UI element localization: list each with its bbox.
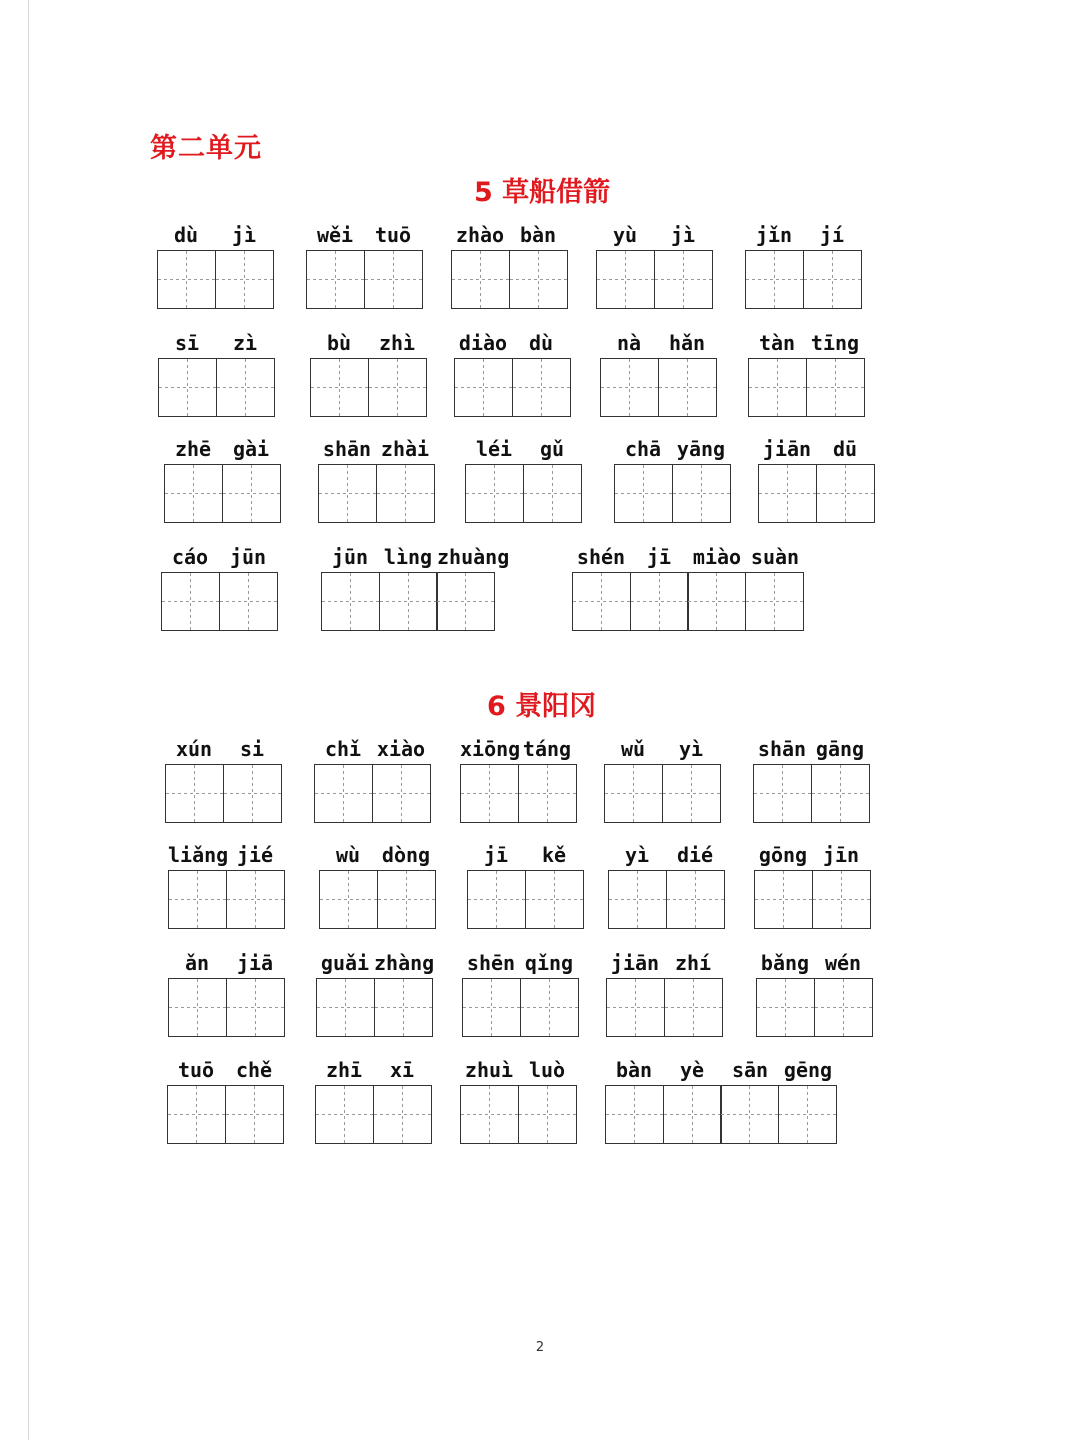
pinyin-row bbox=[318, 434, 434, 464]
word-item bbox=[460, 1055, 576, 1144]
pinyin-syllable: dòng bbox=[381, 843, 431, 867]
writing-cell[interactable] bbox=[451, 250, 510, 309]
writing-cell[interactable] bbox=[314, 764, 373, 823]
pinyin-syllable: si bbox=[239, 737, 265, 761]
pinyin-syllable: jiān bbox=[762, 437, 812, 461]
pinyin-row bbox=[454, 328, 570, 358]
tianzige-boxes bbox=[600, 358, 716, 417]
writing-cell[interactable] bbox=[666, 870, 725, 929]
pinyin-row bbox=[753, 734, 869, 764]
word-item bbox=[306, 220, 422, 309]
writing-cell[interactable] bbox=[465, 464, 524, 523]
word-item bbox=[754, 840, 870, 929]
pinyin-row bbox=[462, 948, 578, 978]
pinyin-row bbox=[460, 734, 576, 764]
pinyin-row bbox=[310, 328, 426, 358]
word-item bbox=[161, 542, 277, 631]
pinyin-syllable: gōng bbox=[758, 843, 808, 867]
writing-cell[interactable] bbox=[376, 464, 435, 523]
pinyin-row bbox=[168, 840, 284, 870]
pinyin-syllable: dié bbox=[676, 843, 714, 867]
word-item bbox=[572, 542, 804, 631]
writing-cell[interactable] bbox=[223, 764, 282, 823]
writing-cell[interactable] bbox=[379, 572, 438, 631]
pinyin-syllable: táng bbox=[522, 737, 572, 761]
tianzige-boxes bbox=[157, 250, 273, 309]
pinyin-syllable: jǐn bbox=[755, 223, 793, 247]
writing-cell[interactable] bbox=[316, 978, 375, 1037]
word-item bbox=[608, 840, 724, 929]
writing-cell[interactable] bbox=[306, 250, 365, 309]
pinyin-syllable: shēn bbox=[466, 951, 516, 975]
writing-cell[interactable] bbox=[462, 978, 521, 1037]
tianzige-boxes bbox=[319, 870, 435, 929]
pinyin-syllable: bù bbox=[326, 331, 352, 355]
pinyin-syllable: zhì bbox=[378, 331, 416, 355]
tianzige-boxes bbox=[318, 464, 434, 523]
writing-cell[interactable] bbox=[778, 1085, 837, 1144]
word-item bbox=[314, 734, 430, 823]
pinyin-syllable: xún bbox=[175, 737, 213, 761]
writing-cell[interactable] bbox=[606, 978, 665, 1037]
pinyin-syllable: suàn bbox=[750, 545, 800, 569]
writing-cell[interactable] bbox=[168, 870, 227, 929]
tianzige-boxes bbox=[168, 870, 284, 929]
pinyin-row bbox=[745, 220, 861, 250]
tianzige-boxes bbox=[460, 1085, 576, 1144]
tianzige-boxes bbox=[306, 250, 422, 309]
tianzige-boxes bbox=[161, 572, 277, 631]
writing-cell[interactable] bbox=[157, 250, 216, 309]
pinyin-syllable: wǔ bbox=[620, 737, 646, 761]
pinyin-row bbox=[164, 434, 280, 464]
word-item bbox=[596, 220, 712, 309]
word-item bbox=[168, 948, 284, 1037]
word-item bbox=[600, 328, 716, 417]
tianzige-boxes bbox=[572, 572, 804, 631]
pinyin-row bbox=[614, 434, 730, 464]
tianzige-boxes bbox=[605, 1085, 837, 1144]
word-item bbox=[462, 948, 578, 1037]
pinyin-row bbox=[167, 1055, 283, 1085]
writing-cell[interactable] bbox=[460, 1085, 519, 1144]
pinyin-syllable: zhài bbox=[380, 437, 430, 461]
writing-cell[interactable] bbox=[319, 870, 378, 929]
word-item bbox=[614, 434, 730, 523]
pinyin-syllable: zhào bbox=[455, 223, 505, 247]
pinyin-row bbox=[465, 434, 581, 464]
pinyin-row bbox=[314, 734, 430, 764]
writing-cell[interactable] bbox=[525, 870, 584, 929]
pinyin-syllable: sān bbox=[731, 1058, 769, 1082]
pinyin-row bbox=[604, 734, 720, 764]
tianzige-boxes bbox=[460, 764, 576, 823]
writing-cell[interactable] bbox=[158, 358, 217, 417]
tianzige-boxes bbox=[604, 764, 720, 823]
word-item bbox=[604, 734, 720, 823]
writing-cell[interactable] bbox=[518, 1085, 577, 1144]
word-item bbox=[758, 434, 874, 523]
writing-cell[interactable] bbox=[321, 572, 380, 631]
writing-cell[interactable] bbox=[374, 978, 433, 1037]
writing-cell[interactable] bbox=[318, 464, 377, 523]
pinyin-syllable: zhē bbox=[174, 437, 212, 461]
writing-cell[interactable] bbox=[460, 764, 519, 823]
page-number: 2 bbox=[535, 1340, 545, 1355]
writing-cell[interactable] bbox=[216, 358, 275, 417]
pinyin-syllable: chǐ bbox=[324, 737, 362, 761]
pinyin-syllable: qǐng bbox=[524, 951, 574, 975]
word-item bbox=[165, 734, 281, 823]
pinyin-syllable: wù bbox=[335, 843, 361, 867]
pinyin-row bbox=[596, 220, 712, 250]
writing-cell[interactable] bbox=[720, 1085, 779, 1144]
writing-cell[interactable] bbox=[168, 978, 227, 1037]
pinyin-syllable: yè bbox=[679, 1058, 705, 1082]
writing-cell[interactable] bbox=[806, 358, 865, 417]
tianzige-boxes bbox=[451, 250, 567, 309]
writing-cell[interactable] bbox=[523, 464, 582, 523]
pinyin-syllable: zhí bbox=[674, 951, 712, 975]
pinyin-syllable: liǎng bbox=[168, 843, 229, 867]
writing-cell[interactable] bbox=[226, 978, 285, 1037]
pinyin-syllable: nà bbox=[616, 331, 642, 355]
pinyin-syllable: jī bbox=[483, 843, 509, 867]
writing-cell[interactable] bbox=[811, 764, 870, 823]
writing-cell[interactable] bbox=[754, 870, 813, 929]
pinyin-syllable: luò bbox=[528, 1058, 566, 1082]
writing-cell[interactable] bbox=[605, 1085, 664, 1144]
pinyin-syllable: tīng bbox=[810, 331, 860, 355]
pinyin-syllable: diào bbox=[458, 331, 508, 355]
pinyin-row bbox=[754, 840, 870, 870]
word-item bbox=[753, 734, 869, 823]
writing-cell[interactable] bbox=[604, 764, 663, 823]
pinyin-row bbox=[168, 948, 284, 978]
tianzige-boxes bbox=[745, 250, 861, 309]
writing-cell[interactable] bbox=[512, 358, 571, 417]
word-item bbox=[605, 1055, 837, 1144]
pinyin-syllable: chě bbox=[235, 1058, 273, 1082]
writing-cell[interactable] bbox=[745, 572, 804, 631]
pinyin-syllable: jūn bbox=[331, 545, 369, 569]
pinyin-row bbox=[306, 220, 422, 250]
writing-cell[interactable] bbox=[664, 978, 723, 1037]
pinyin-syllable: bàn bbox=[519, 223, 557, 247]
pinyin-syllable: gài bbox=[232, 437, 270, 461]
pinyin-syllable: dù bbox=[173, 223, 199, 247]
word-item bbox=[167, 1055, 283, 1144]
writing-cell[interactable] bbox=[658, 358, 717, 417]
tianzige-boxes bbox=[314, 764, 430, 823]
pinyin-row bbox=[161, 542, 277, 572]
word-item bbox=[319, 840, 435, 929]
pinyin-row bbox=[158, 328, 274, 358]
writing-cell[interactable] bbox=[161, 572, 220, 631]
writing-cell[interactable] bbox=[518, 764, 577, 823]
writing-cell[interactable] bbox=[812, 870, 871, 929]
tianzige-boxes bbox=[614, 464, 730, 523]
writing-cell[interactable] bbox=[663, 1085, 722, 1144]
tianzige-boxes bbox=[315, 1085, 431, 1144]
tianzige-boxes bbox=[158, 358, 274, 417]
word-item bbox=[756, 948, 872, 1037]
word-item bbox=[310, 328, 426, 417]
pinyin-syllable: zhuì bbox=[464, 1058, 514, 1082]
writing-cell[interactable] bbox=[377, 870, 436, 929]
tianzige-boxes bbox=[756, 978, 872, 1037]
pinyin-syllable: jì bbox=[231, 223, 257, 247]
pinyin-row bbox=[319, 840, 435, 870]
pinyin-syllable: xī bbox=[389, 1058, 415, 1082]
writing-cell[interactable] bbox=[630, 572, 689, 631]
writing-cell[interactable] bbox=[215, 250, 274, 309]
tianzige-boxes bbox=[167, 1085, 283, 1144]
pinyin-row bbox=[748, 328, 864, 358]
writing-cell[interactable] bbox=[310, 358, 369, 417]
pinyin-syllable: zhuàng bbox=[437, 545, 510, 569]
lesson-title: 6 景阳冈 bbox=[487, 691, 597, 722]
tianzige-boxes bbox=[748, 358, 864, 417]
writing-cell[interactable] bbox=[520, 978, 579, 1037]
word-item bbox=[465, 434, 581, 523]
word-item bbox=[748, 328, 864, 417]
writing-cell[interactable] bbox=[219, 572, 278, 631]
writing-cell[interactable] bbox=[654, 250, 713, 309]
pinyin-syllable: miào bbox=[692, 545, 742, 569]
pinyin-syllable: yù bbox=[612, 223, 638, 247]
pinyin-syllable: bǎng bbox=[760, 951, 810, 975]
pinyin-syllable: dū bbox=[832, 437, 858, 461]
pinyin-syllable: lìng bbox=[383, 545, 433, 569]
writing-cell[interactable] bbox=[454, 358, 513, 417]
writing-cell[interactable] bbox=[368, 358, 427, 417]
tianzige-boxes bbox=[753, 764, 869, 823]
pinyin-syllable: ǎn bbox=[184, 951, 210, 975]
writing-cell[interactable] bbox=[748, 358, 807, 417]
pinyin-syllable: jiān bbox=[610, 951, 660, 975]
pinyin-syllable: tàn bbox=[758, 331, 796, 355]
writing-cell[interactable] bbox=[225, 1085, 284, 1144]
writing-cell[interactable] bbox=[803, 250, 862, 309]
writing-cell[interactable] bbox=[222, 464, 281, 523]
pinyin-syllable: yì bbox=[678, 737, 704, 761]
pinyin-syllable: shān bbox=[322, 437, 372, 461]
pinyin-syllable: wěi bbox=[316, 223, 354, 247]
writing-cell[interactable] bbox=[373, 1085, 432, 1144]
pinyin-row bbox=[758, 434, 874, 464]
word-item bbox=[168, 840, 284, 929]
pinyin-syllable: gēng bbox=[783, 1058, 833, 1082]
pinyin-syllable: hǎn bbox=[668, 331, 706, 355]
pinyin-syllable: xiōng bbox=[460, 737, 521, 761]
pinyin-syllable: zhī bbox=[325, 1058, 363, 1082]
writing-cell[interactable] bbox=[226, 870, 285, 929]
writing-cell[interactable] bbox=[662, 764, 721, 823]
pinyin-row bbox=[165, 734, 281, 764]
pinyin-row bbox=[316, 948, 435, 978]
pinyin-syllable: dù bbox=[528, 331, 554, 355]
tianzige-boxes bbox=[758, 464, 874, 523]
tianzige-boxes bbox=[310, 358, 426, 417]
word-item bbox=[158, 328, 274, 417]
tianzige-boxes bbox=[316, 978, 432, 1037]
word-item bbox=[454, 328, 570, 417]
pinyin-syllable: tuō bbox=[374, 223, 412, 247]
pinyin-syllable: jī bbox=[646, 545, 672, 569]
writing-cell[interactable] bbox=[600, 358, 659, 417]
writing-cell[interactable] bbox=[758, 464, 817, 523]
pinyin-syllable: gǔ bbox=[539, 437, 565, 461]
word-item bbox=[467, 840, 583, 929]
pinyin-syllable: wén bbox=[824, 951, 862, 975]
pinyin-row bbox=[451, 220, 567, 250]
pinyin-syllable: bàn bbox=[615, 1058, 653, 1082]
pinyin-syllable: chā bbox=[624, 437, 662, 461]
pinyin-syllable: jiā bbox=[236, 951, 274, 975]
word-item bbox=[451, 220, 567, 309]
pinyin-syllable: yāng bbox=[676, 437, 726, 461]
word-item bbox=[321, 542, 510, 631]
unit-title: 第二单元 bbox=[150, 133, 262, 164]
writing-cell[interactable] bbox=[364, 250, 423, 309]
writing-cell[interactable] bbox=[315, 1085, 374, 1144]
pinyin-row bbox=[321, 542, 510, 572]
pinyin-row bbox=[467, 840, 583, 870]
pinyin-syllable: jūn bbox=[229, 545, 267, 569]
tianzige-boxes bbox=[754, 870, 870, 929]
pinyin-syllable: jì bbox=[670, 223, 696, 247]
tianzige-boxes bbox=[168, 978, 284, 1037]
writing-cell[interactable] bbox=[572, 572, 631, 631]
pinyin-row bbox=[315, 1055, 431, 1085]
tianzige-boxes bbox=[462, 978, 578, 1037]
lesson-title: 5 草船借箭 bbox=[474, 177, 611, 208]
pinyin-row bbox=[157, 220, 273, 250]
pinyin-syllable: jí bbox=[819, 223, 845, 247]
writing-cell[interactable] bbox=[753, 764, 812, 823]
word-item bbox=[315, 1055, 431, 1144]
pinyin-row bbox=[460, 1055, 576, 1085]
pinyin-syllable: zhàng bbox=[374, 951, 435, 975]
writing-cell[interactable] bbox=[467, 870, 526, 929]
pinyin-syllable: guǎi bbox=[320, 951, 370, 975]
writing-cell[interactable] bbox=[687, 572, 746, 631]
writing-cell[interactable] bbox=[745, 250, 804, 309]
tianzige-boxes bbox=[321, 572, 495, 631]
pinyin-row bbox=[756, 948, 872, 978]
tianzige-boxes bbox=[608, 870, 724, 929]
word-item bbox=[316, 948, 435, 1037]
tianzige-boxes bbox=[596, 250, 712, 309]
pinyin-syllable: xiào bbox=[376, 737, 426, 761]
pinyin-syllable: shān bbox=[757, 737, 807, 761]
pinyin-row bbox=[572, 542, 804, 572]
word-item bbox=[460, 734, 576, 823]
pinyin-syllable: jié bbox=[236, 843, 274, 867]
pinyin-syllable: sī bbox=[174, 331, 200, 355]
pinyin-row bbox=[606, 948, 722, 978]
writing-cell[interactable] bbox=[436, 572, 495, 631]
word-item bbox=[164, 434, 280, 523]
pinyin-syllable: yì bbox=[624, 843, 650, 867]
pinyin-syllable: shén bbox=[576, 545, 626, 569]
word-item bbox=[606, 948, 722, 1037]
pinyin-row bbox=[605, 1055, 837, 1085]
word-item bbox=[157, 220, 273, 309]
pinyin-syllable: jīn bbox=[822, 843, 860, 867]
pinyin-row bbox=[608, 840, 724, 870]
writing-cell[interactable] bbox=[614, 464, 673, 523]
pinyin-syllable: zì bbox=[232, 331, 258, 355]
writing-cell[interactable] bbox=[814, 978, 873, 1037]
tianzige-boxes bbox=[606, 978, 722, 1037]
writing-cell[interactable] bbox=[509, 250, 568, 309]
pinyin-row bbox=[600, 328, 716, 358]
tianzige-boxes bbox=[164, 464, 280, 523]
tianzige-boxes bbox=[465, 464, 581, 523]
pinyin-syllable: gāng bbox=[815, 737, 865, 761]
page-left-edge bbox=[28, 0, 29, 1440]
tianzige-boxes bbox=[467, 870, 583, 929]
pinyin-syllable: kě bbox=[541, 843, 567, 867]
writing-cell[interactable] bbox=[672, 464, 731, 523]
writing-cell[interactable] bbox=[816, 464, 875, 523]
writing-cell[interactable] bbox=[165, 764, 224, 823]
tianzige-boxes bbox=[454, 358, 570, 417]
pinyin-syllable: léi bbox=[475, 437, 513, 461]
writing-cell[interactable] bbox=[596, 250, 655, 309]
writing-cell[interactable] bbox=[164, 464, 223, 523]
pinyin-syllable: cáo bbox=[171, 545, 209, 569]
pinyin-syllable: tuō bbox=[177, 1058, 215, 1082]
tianzige-boxes bbox=[165, 764, 281, 823]
writing-cell[interactable] bbox=[372, 764, 431, 823]
word-item bbox=[745, 220, 861, 309]
writing-cell[interactable] bbox=[756, 978, 815, 1037]
word-item bbox=[318, 434, 434, 523]
writing-cell[interactable] bbox=[167, 1085, 226, 1144]
writing-cell[interactable] bbox=[608, 870, 667, 929]
